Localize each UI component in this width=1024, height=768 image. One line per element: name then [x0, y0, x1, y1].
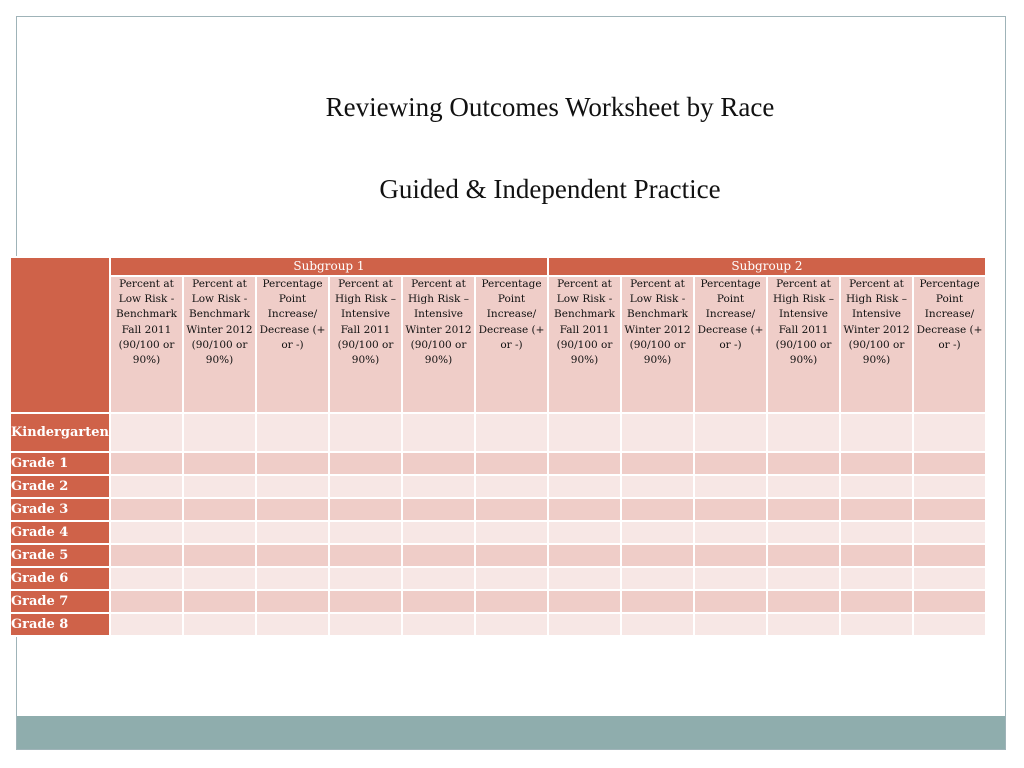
table-cell[interactable]: [256, 498, 329, 521]
table-cell[interactable]: [256, 613, 329, 636]
subgroup-1-header: Subgroup 1: [110, 257, 548, 276]
column-header: Percent at Low Risk - Benchmark Fall 2011 (90/100 or 90%): [548, 276, 621, 413]
table-row: [10, 521, 986, 544]
table-cell[interactable]: [402, 544, 475, 567]
table-cell[interactable]: [621, 590, 694, 613]
table-cell[interactable]: [329, 413, 402, 452]
table-row: [10, 413, 986, 452]
column-header: Percentage Point Increase/ Decrease (+ or -): [475, 276, 548, 413]
table-cell[interactable]: [913, 452, 986, 475]
table-cell[interactable]: [840, 544, 913, 567]
table-cell[interactable]: [256, 452, 329, 475]
footer-band: [17, 716, 1005, 749]
table-row: [10, 613, 986, 636]
table-cell[interactable]: [110, 567, 183, 590]
table-cell[interactable]: [183, 567, 256, 590]
table-cell[interactable]: [621, 413, 694, 452]
table-row: [10, 544, 986, 567]
table-cell[interactable]: [840, 590, 913, 613]
row-label: Grade 5: [10, 544, 110, 567]
table-cell[interactable]: [913, 590, 986, 613]
table-cell[interactable]: [402, 521, 475, 544]
table-cell[interactable]: [767, 498, 840, 521]
table-cell[interactable]: [402, 452, 475, 475]
table-cell[interactable]: [256, 475, 329, 498]
table-cell[interactable]: [256, 521, 329, 544]
column-header: Percent at High Risk – Intensive Winter 2012 (90/100 or 90%): [840, 276, 913, 413]
row-label: Kindergarten: [10, 413, 110, 452]
table-cell[interactable]: [840, 413, 913, 452]
table-cell[interactable]: [694, 475, 767, 498]
table-cell[interactable]: [694, 544, 767, 567]
table-cell[interactable]: [548, 498, 621, 521]
table-cell[interactable]: [475, 567, 548, 590]
table-cell[interactable]: [840, 475, 913, 498]
table-cell[interactable]: [256, 413, 329, 452]
table-cell[interactable]: [110, 521, 183, 544]
table-row: [10, 475, 986, 498]
table-cell[interactable]: [110, 613, 183, 636]
column-header: Percent at High Risk – Intensive Fall 2011 (90/100 or 90%): [767, 276, 840, 413]
table-cell[interactable]: [913, 544, 986, 567]
table-cell[interactable]: [402, 590, 475, 613]
table-cell[interactable]: [329, 590, 402, 613]
table-cell[interactable]: [402, 498, 475, 521]
table-cell[interactable]: [548, 544, 621, 567]
table-cell[interactable]: [256, 567, 329, 590]
table-cell[interactable]: [475, 452, 548, 475]
table-cell[interactable]: [548, 567, 621, 590]
table-body: [10, 413, 986, 636]
table-cell[interactable]: [767, 613, 840, 636]
row-label: Grade 6: [10, 567, 110, 590]
column-header: Percent at Low Risk - Benchmark Fall 2011 (90/100 or 90%): [110, 276, 183, 413]
table-cell[interactable]: [548, 475, 621, 498]
row-label: Grade 1: [10, 452, 110, 475]
table-cell[interactable]: [548, 613, 621, 636]
table-cell[interactable]: [913, 475, 986, 498]
table-cell[interactable]: [256, 544, 329, 567]
table-cell[interactable]: [329, 613, 402, 636]
table-cell[interactable]: [621, 567, 694, 590]
table-cell[interactable]: [183, 590, 256, 613]
column-header: Percent at Low Risk - Benchmark Winter 2012 (90/100 or 90%): [621, 276, 694, 413]
table-cell[interactable]: [840, 521, 913, 544]
table-cell[interactable]: [402, 413, 475, 452]
table-cell[interactable]: [694, 613, 767, 636]
subgroup-2-header: Subgroup 2: [548, 257, 986, 276]
table-cell[interactable]: [767, 475, 840, 498]
table-cell[interactable]: [110, 544, 183, 567]
table-cell[interactable]: [475, 590, 548, 613]
table-cell[interactable]: [694, 498, 767, 521]
table-cell[interactable]: [621, 544, 694, 567]
outcomes-worksheet-table: [9, 256, 987, 637]
table-corner: [10, 257, 110, 413]
table-cell[interactable]: [110, 452, 183, 475]
table-cell[interactable]: [329, 567, 402, 590]
table-cell[interactable]: [767, 590, 840, 613]
table-cell[interactable]: [329, 498, 402, 521]
table-cell[interactable]: [621, 613, 694, 636]
table-cell[interactable]: [475, 544, 548, 567]
table-cell[interactable]: [329, 544, 402, 567]
table-cell[interactable]: [329, 452, 402, 475]
column-header: Percentage Point Increase/ Decrease (+ or -): [913, 276, 986, 413]
table-cell[interactable]: [767, 544, 840, 567]
table-cell[interactable]: [767, 452, 840, 475]
table-cell[interactable]: [840, 498, 913, 521]
table-cell[interactable]: [548, 590, 621, 613]
table-cell[interactable]: [256, 590, 329, 613]
table-cell[interactable]: [183, 452, 256, 475]
table-cell[interactable]: [110, 413, 183, 452]
table-row: [10, 498, 986, 521]
column-header: Percent at High Risk – Intensive Fall 2011 (90/100 or 90%): [329, 276, 402, 413]
table-row: [10, 452, 986, 475]
table-cell[interactable]: [767, 413, 840, 452]
column-header: Percent at High Risk – Intensive Winter 2012 (90/100 or 90%): [402, 276, 475, 413]
table-cell[interactable]: [621, 475, 694, 498]
table-cell[interactable]: [402, 613, 475, 636]
row-label: Grade 8: [10, 613, 110, 636]
table-cell[interactable]: [694, 590, 767, 613]
table-cell[interactable]: [475, 521, 548, 544]
table-cell[interactable]: [548, 413, 621, 452]
table-cell[interactable]: [694, 521, 767, 544]
table-cell[interactable]: [694, 452, 767, 475]
table-cell[interactable]: [694, 413, 767, 452]
table-cell[interactable]: [402, 475, 475, 498]
table-row: [10, 567, 986, 590]
table-cell[interactable]: [475, 413, 548, 452]
table-cell[interactable]: [548, 521, 621, 544]
table-cell[interactable]: [110, 498, 183, 521]
table-cell[interactable]: [913, 613, 986, 636]
row-label: Grade 4: [10, 521, 110, 544]
table-cell[interactable]: [329, 521, 402, 544]
table-cell[interactable]: [329, 475, 402, 498]
column-header: Percent at Low Risk - Benchmark Winter 2012 (90/100 or 90%): [183, 276, 256, 413]
table-cell[interactable]: [913, 413, 986, 452]
table-cell[interactable]: [621, 521, 694, 544]
table-cell[interactable]: [621, 498, 694, 521]
table-cell[interactable]: [110, 475, 183, 498]
column-header: Percentage Point Increase/ Decrease (+ or -): [256, 276, 329, 413]
table-cell[interactable]: [767, 567, 840, 590]
table-cell[interactable]: [183, 413, 256, 452]
table-row: [10, 590, 986, 613]
column-header: Percentage Point Increase/ Decrease (+ or -): [694, 276, 767, 413]
table-cell[interactable]: [183, 498, 256, 521]
table-cell[interactable]: [402, 567, 475, 590]
table-cell[interactable]: [913, 521, 986, 544]
table-cell[interactable]: [475, 613, 548, 636]
table-cell[interactable]: [840, 613, 913, 636]
table-cell[interactable]: [475, 475, 548, 498]
table-cell[interactable]: [621, 452, 694, 475]
table-cell[interactable]: [183, 521, 256, 544]
slide-title: Reviewing Outcomes Worksheet by Race: [325, 92, 775, 122]
table-cell[interactable]: [475, 498, 548, 521]
table-cell[interactable]: [183, 613, 256, 636]
table-cell[interactable]: [840, 567, 913, 590]
table-cell[interactable]: [840, 452, 913, 475]
table-cell[interactable]: [913, 498, 986, 521]
row-label: Grade 7: [10, 590, 110, 613]
table-cell[interactable]: [110, 590, 183, 613]
row-label: Grade 2: [10, 475, 110, 498]
table-cell[interactable]: [183, 544, 256, 567]
row-label: Grade 3: [10, 498, 110, 521]
slide-subtitle: Guided & Independent Practice: [379, 174, 721, 204]
table-cell[interactable]: [548, 452, 621, 475]
table-cell[interactable]: [913, 567, 986, 590]
table-cell[interactable]: [694, 567, 767, 590]
table-cell[interactable]: [767, 521, 840, 544]
table-cell[interactable]: [183, 475, 256, 498]
